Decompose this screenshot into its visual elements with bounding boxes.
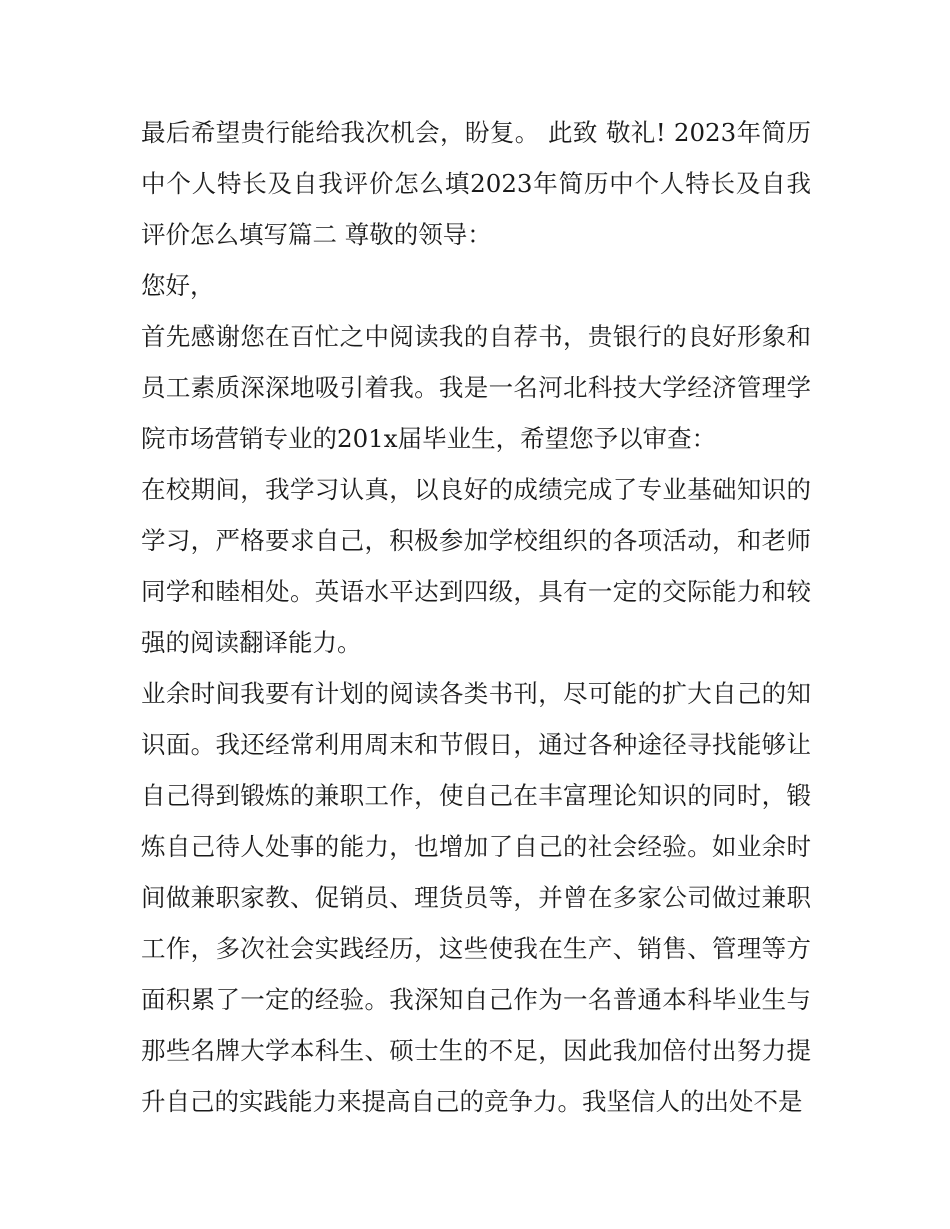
paragraph-introduction: 首先感谢您在百忙之中阅读我的自荐书，贵银行的良好形象和员工素质深深地吸引着我。我是一名河北科技大学经济管理学院市场营销专业的201x届毕业生，希望您予以审查： (141, 322, 811, 453)
paragraph-spare-time: 业余时间我要有计划的阅读各类书刊，尽可能的扩大自己的知识面。我还经常利用周末和节假日，通过各种途径寻找能够让自己得到锻炼的兼职工作，使自己在丰富理论知识的同时，锻炼自己待人处事的能力，也增加了自己的社会经验。如业余时间做兼职家教、促销员、理货员等，并曾在多家公司做过兼职工作，多次社会实践经历，这些使我在生产、销售、管理等方面积累了一定的经验。我深知自己作为一名普通本科毕业生与那些名牌大学本科生、硕士生的不足，因此我加倍付出努力提升自己的实践能力来提高自己的竞争力。我坚信人的出处不是 (141, 679, 811, 1116)
paragraph-closing-and-heading: 最后希望贵行能给我次机会，盼复。 此致 敬礼! 2023年简历中个人特长及自我评价怎么填2023年简历中个人特长及自我评价怎么填写篇二 尊敬的领导： (141, 118, 811, 249)
paragraph-school-period: 在校期间，我学习认真，以良好的成绩完成了专业基础知识的学习，严格要求自己，积极参加学校组织的各项活动，和老师同学和睦相处。英语水平达到四级，具有一定的交际能力和较强的阅读翻译能力。 (141, 475, 811, 657)
document-body (141, 107, 811, 1127)
paragraph-greeting: 您好， (141, 271, 215, 300)
